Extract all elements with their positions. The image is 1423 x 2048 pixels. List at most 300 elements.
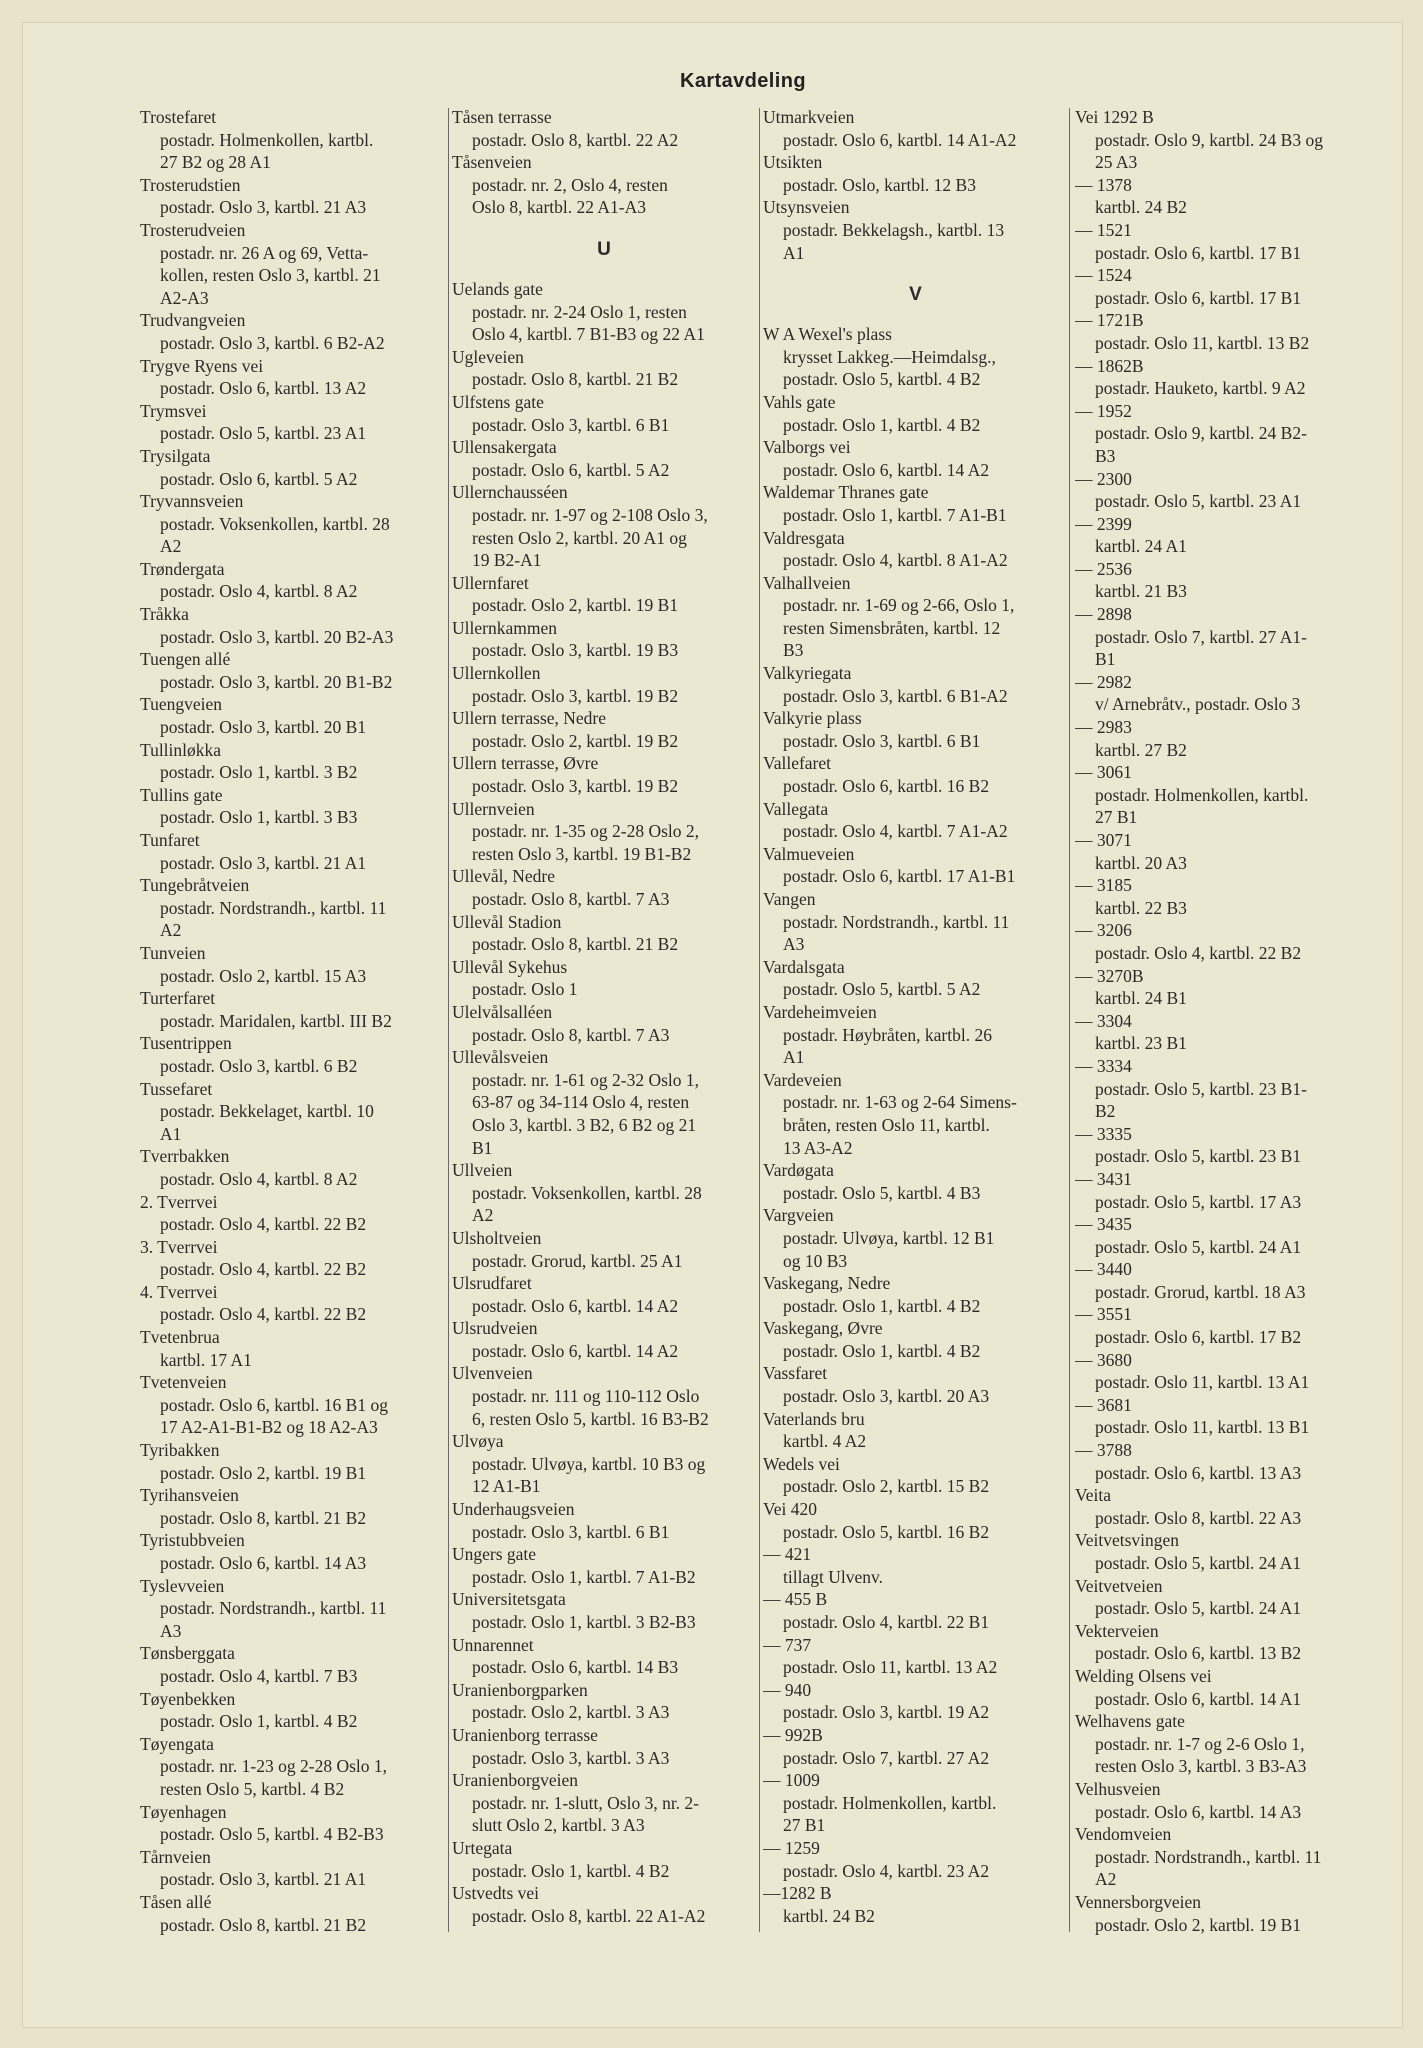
street-entry bbox=[140, 1801, 444, 1846]
street-entry bbox=[452, 662, 756, 707]
street-name: Vahls gate bbox=[763, 391, 836, 412]
street-name: Trosterudveien bbox=[140, 219, 246, 240]
street-entry bbox=[763, 1588, 1068, 1633]
street-name: Ullevål Sykehus bbox=[452, 956, 568, 977]
street-detail: postadr. Oslo 1 bbox=[472, 979, 578, 1000]
street-detail: A1 bbox=[783, 1047, 805, 1068]
street-name: Vei 420 bbox=[763, 1499, 817, 1520]
street-name: Ullevål, Nedre bbox=[452, 866, 556, 887]
street-detail: postadr. Oslo 3, kartbl. 19 B2 bbox=[472, 685, 679, 706]
street-name: Ullernkammen bbox=[452, 617, 557, 638]
street-entry bbox=[140, 1236, 444, 1281]
street-name: — 1521 bbox=[1075, 219, 1132, 240]
street-detail: postadr. Oslo 5, kartbl. 23 A1 bbox=[1095, 491, 1302, 512]
street-name: — 1721B bbox=[1075, 310, 1144, 331]
street-detail: postadr. Ulvøya, kartbl. 12 B1 bbox=[783, 1227, 995, 1248]
street-detail: postadr. Oslo 3, kartbl. 3 A3 bbox=[472, 1747, 670, 1768]
street-detail: postadr. Oslo 6, kartbl. 13 A3 bbox=[1095, 1462, 1302, 1483]
street-detail: postadr. nr. 2-24 Oslo 1, resten bbox=[472, 301, 687, 322]
street-name: Vardeveien bbox=[763, 1069, 842, 1090]
street-entry bbox=[140, 603, 444, 648]
street-entry bbox=[140, 445, 444, 490]
street-detail: postadr. Oslo 7, kartbl. 27 A2 bbox=[783, 1747, 990, 1768]
street-entry bbox=[140, 739, 444, 784]
street-detail: postadr. Oslo 6, kartbl. 17 B1 bbox=[1095, 287, 1302, 308]
street-detail: A1 bbox=[783, 242, 805, 263]
street-name: — 3788 bbox=[1075, 1440, 1132, 1461]
street-detail: postadr. Oslo 4, kartbl. 7 B3 bbox=[160, 1665, 358, 1686]
street-entry bbox=[1075, 1484, 1380, 1529]
street-detail: postadr. nr. 1-35 og 2-28 Oslo 2, bbox=[472, 821, 700, 842]
street-name: Tøyenbekken bbox=[140, 1688, 236, 1709]
street-name: — 3681 bbox=[1075, 1394, 1132, 1415]
street-name: Tråkka bbox=[140, 604, 189, 625]
street-detail: kartbl. 4 A2 bbox=[783, 1431, 867, 1452]
street-detail: postadr. Maridalen, kartbl. III B2 bbox=[160, 1010, 392, 1031]
street-entry bbox=[763, 1272, 1068, 1317]
street-detail: krysset Lakkeg.—Heimdalsg., bbox=[783, 346, 996, 367]
street-detail: postadr. Oslo 5, kartbl. 23 B1 bbox=[1095, 1146, 1302, 1167]
street-entry bbox=[452, 436, 756, 481]
street-detail: postadr. Oslo 4, kartbl. 23 A2 bbox=[783, 1860, 990, 1881]
street-entry bbox=[1075, 106, 1380, 174]
street-detail: 27 B1 bbox=[783, 1815, 826, 1836]
street-name: Trøndergata bbox=[140, 558, 225, 579]
street-name: Tverrbakken bbox=[140, 1146, 230, 1167]
street-entry bbox=[140, 1642, 444, 1687]
street-name: Utsynsveien bbox=[763, 197, 850, 218]
street-entry bbox=[1075, 355, 1380, 400]
street-entry bbox=[763, 752, 1068, 797]
street-entry bbox=[452, 1046, 756, 1159]
street-entry bbox=[1075, 1575, 1380, 1620]
street-name: Tryvannsveien bbox=[140, 491, 244, 512]
street-entry bbox=[1075, 400, 1380, 468]
street-entry bbox=[1075, 603, 1380, 671]
index-column-1 bbox=[140, 106, 444, 1936]
street-detail: postadr. Oslo 1, kartbl. 3 B2-B3 bbox=[472, 1612, 696, 1632]
street-detail: A2-A3 bbox=[160, 287, 209, 308]
street-name: Vallegata bbox=[763, 798, 829, 819]
street-detail: postadr. Oslo 6, kartbl. 14 A2 bbox=[783, 459, 990, 480]
street-entry bbox=[763, 1453, 1068, 1498]
street-entry bbox=[140, 693, 444, 738]
street-entry bbox=[140, 1439, 444, 1484]
street-name: — 3435 bbox=[1075, 1214, 1132, 1235]
letter-heading: V bbox=[909, 284, 922, 306]
street-entry bbox=[452, 391, 756, 436]
street-name: Tyslevveien bbox=[140, 1575, 225, 1596]
street-detail: postadr. Oslo 4, kartbl. 22 B2 bbox=[160, 1259, 367, 1280]
street-detail: postadr. Oslo 3, kartbl. 21 A1 bbox=[160, 852, 367, 873]
street-detail: B3 bbox=[783, 640, 804, 661]
street-entry bbox=[763, 1724, 1068, 1769]
street-detail: postadr. nr. 26 A og 69, Vetta- bbox=[160, 242, 369, 263]
street-detail: slutt Oslo 2, kartbl. 3 A3 bbox=[472, 1815, 645, 1836]
street-detail: postadr. Oslo 6, kartbl. 13 B2 bbox=[1095, 1643, 1302, 1664]
street-entry bbox=[1075, 219, 1380, 264]
street-name: Tullins gate bbox=[140, 784, 223, 805]
street-name: Trudvangveien bbox=[140, 310, 246, 331]
street-detail: postadr. Bekkelaget, kartbl. 10 bbox=[160, 1101, 374, 1122]
street-detail: kartbl. 24 B2 bbox=[783, 1905, 875, 1926]
street-name: Valmueveien bbox=[763, 843, 855, 864]
street-detail: postadr. Oslo 1, kartbl. 4 B2 bbox=[160, 1711, 358, 1732]
street-detail: postadr. Oslo 8, kartbl. 21 B2 bbox=[160, 1914, 367, 1935]
street-entry bbox=[452, 798, 756, 866]
street-entry bbox=[140, 558, 444, 603]
street-entry bbox=[1075, 1055, 1380, 1123]
street-name: Tønsberggata bbox=[140, 1643, 235, 1664]
street-detail: postadr. Oslo 2, kartbl. 3 A3 bbox=[472, 1702, 670, 1723]
street-entry bbox=[452, 1159, 756, 1227]
street-name: Ullernfaret bbox=[452, 572, 529, 593]
street-entry bbox=[763, 1679, 1068, 1724]
street-name: — 1524 bbox=[1075, 265, 1132, 286]
street-detail: B3 bbox=[1095, 445, 1116, 466]
street-entry bbox=[1075, 1710, 1380, 1778]
street-entry bbox=[452, 707, 756, 752]
street-detail: postadr. Voksenkollen, kartbl. 28 bbox=[472, 1182, 702, 1203]
street-detail: B1 bbox=[472, 1137, 493, 1158]
street-detail: postadr. Oslo 6, kartbl. 14 A3 bbox=[1095, 1801, 1302, 1822]
street-entry bbox=[1075, 1394, 1380, 1439]
street-entry bbox=[1075, 1010, 1380, 1055]
street-name: Tårnveien bbox=[140, 1846, 211, 1867]
street-detail: postadr. Oslo 6, kartbl. 5 A2 bbox=[160, 468, 358, 489]
street-detail: postadr. Oslo 6, kartbl. 16 B2 bbox=[783, 776, 990, 797]
street-detail: postadr. Oslo 4, kartbl. 22 B2 bbox=[160, 1304, 367, 1325]
street-detail: kartbl. 17 A1 bbox=[160, 1349, 252, 1370]
street-detail: A3 bbox=[783, 934, 805, 955]
street-entry bbox=[763, 1634, 1068, 1679]
street-entry bbox=[140, 219, 444, 309]
street-name: Tuengveien bbox=[140, 694, 222, 715]
street-detail: postadr. Oslo 5, kartbl. 5 A2 bbox=[783, 979, 981, 1000]
street-detail: postadr. Ulvøya, kartbl. 10 B3 og bbox=[472, 1453, 706, 1474]
street-entry bbox=[763, 1769, 1068, 1837]
street-entry bbox=[763, 481, 1068, 526]
street-name: — 2300 bbox=[1075, 468, 1132, 489]
street-detail: postadr. Oslo 2, kartbl. 19 B1 bbox=[472, 595, 679, 616]
street-entry bbox=[763, 572, 1068, 662]
street-detail: Oslo 8, kartbl. 22 A1-A3 bbox=[472, 197, 647, 218]
street-name: Wedels vei bbox=[763, 1453, 840, 1474]
street-detail: kartbl. 23 B1 bbox=[1095, 1033, 1187, 1054]
street-detail: postadr. nr. 1-slutt, Oslo 3, nr. 2- bbox=[472, 1792, 700, 1813]
street-detail: postadr. Oslo 5, kartbl. 17 A3 bbox=[1095, 1191, 1302, 1212]
street-name: Vendomveien bbox=[1075, 1824, 1172, 1845]
street-entry bbox=[452, 1634, 756, 1679]
street-entry bbox=[1075, 1891, 1380, 1936]
street-name: Ulsrudveien bbox=[452, 1318, 538, 1339]
street-entry bbox=[763, 1408, 1068, 1453]
street-detail: resten Oslo 2, kartbl. 20 A1 og bbox=[472, 527, 687, 548]
street-detail: postadr. Oslo 11, kartbl. 13 A1 bbox=[1095, 1372, 1310, 1393]
street-name: Veita bbox=[1075, 1485, 1111, 1506]
street-entry bbox=[140, 400, 444, 445]
street-entry bbox=[1075, 174, 1380, 219]
street-entry bbox=[140, 1191, 444, 1236]
street-name: Vallefaret bbox=[763, 753, 832, 774]
street-name: — 2536 bbox=[1075, 558, 1132, 579]
street-name: — 3071 bbox=[1075, 830, 1132, 850]
street-detail: postadr. Oslo 9, kartbl. 24 B2- bbox=[1095, 423, 1307, 444]
street-name: — 421 bbox=[763, 1544, 812, 1565]
street-detail: 6, resten Oslo 5, kartbl. 16 B3-B2 bbox=[472, 1408, 709, 1429]
street-detail: postadr. Oslo 8, kartbl. 22 A1-A2 bbox=[472, 1905, 706, 1926]
street-detail: postadr. Oslo 11, kartbl. 13 B1 bbox=[1095, 1417, 1310, 1438]
street-name: Turterfaret bbox=[140, 988, 216, 1009]
street-name: Velhusveien bbox=[1075, 1778, 1161, 1799]
street-name: Uranienborg terrasse bbox=[452, 1724, 598, 1745]
street-detail: postadr. Oslo 6, kartbl. 13 A2 bbox=[160, 378, 367, 399]
street-detail: postadr. Oslo, kartbl. 12 B3 bbox=[783, 174, 976, 195]
street-name: — 2982 bbox=[1075, 671, 1132, 692]
street-entry bbox=[1075, 1123, 1380, 1168]
street-entry bbox=[1075, 1778, 1380, 1823]
street-detail: postadr. Oslo 4, kartbl. 7 A1-A2 bbox=[783, 821, 1008, 842]
street-detail: postadr. Voksenkollen, kartbl. 28 bbox=[160, 513, 390, 534]
street-detail: postadr. Oslo 6, kartbl. 14 A1 bbox=[1095, 1688, 1302, 1709]
street-name: Vassfaret bbox=[763, 1363, 828, 1384]
street-entry bbox=[140, 1145, 444, 1190]
street-entry bbox=[140, 829, 444, 874]
street-detail: og 10 B3 bbox=[783, 1250, 848, 1271]
street-entry bbox=[763, 391, 1068, 436]
street-name: Ullern terrasse, Nedre bbox=[452, 708, 607, 729]
street-name: — 1952 bbox=[1075, 400, 1132, 421]
street-entry bbox=[140, 1281, 444, 1326]
street-name: Utsikten bbox=[763, 152, 823, 173]
street-entry bbox=[452, 346, 756, 391]
street-detail: 12 A1-B1 bbox=[472, 1476, 541, 1497]
street-name: Underhaugsveien bbox=[452, 1499, 575, 1520]
street-detail: bråten, resten Oslo 11, kartbl. bbox=[783, 1114, 990, 1135]
street-name: Vei 1292 B bbox=[1075, 107, 1154, 127]
street-entry bbox=[763, 436, 1068, 481]
street-detail: postadr. Oslo 2, kartbl. 15 B2 bbox=[783, 1476, 990, 1497]
street-detail: postadr. Oslo 2, kartbl. 19 B1 bbox=[160, 1462, 367, 1483]
street-detail: A1 bbox=[160, 1123, 182, 1144]
street-detail: postadr. nr. 1-23 og 2-28 Oslo 1, bbox=[160, 1756, 388, 1777]
street-name: Trygve Ryens vei bbox=[140, 355, 264, 376]
street-entry bbox=[140, 309, 444, 354]
street-name: — 3206 bbox=[1075, 920, 1132, 941]
street-entry bbox=[763, 1204, 1068, 1272]
street-name: Universitetsgata bbox=[452, 1589, 566, 1610]
street-entry bbox=[452, 572, 756, 617]
street-detail: postadr. Oslo 9, kartbl. 24 B3 og bbox=[1095, 129, 1323, 150]
street-entry bbox=[763, 1317, 1068, 1362]
street-name: Ulvenveien bbox=[452, 1363, 533, 1384]
street-detail: Oslo 3, kartbl. 3 B2, 6 B2 og 21 bbox=[472, 1114, 697, 1135]
street-name: Ullevålsveien bbox=[452, 1047, 549, 1068]
street-entry bbox=[763, 888, 1068, 956]
street-entry bbox=[1075, 1349, 1380, 1394]
street-detail: postadr. Oslo 1, kartbl. 7 A1-B1 bbox=[783, 504, 1007, 525]
street-name: — 940 bbox=[763, 1679, 812, 1700]
street-entry bbox=[452, 151, 756, 219]
street-detail: postadr. Oslo 11, kartbl. 13 B2 bbox=[1095, 332, 1310, 353]
street-entry bbox=[140, 1846, 444, 1891]
street-name: Urtegata bbox=[452, 1837, 513, 1858]
street-name: Tåsen allé bbox=[140, 1891, 212, 1912]
street-detail: postadr. Holmenkollen, kartbl. bbox=[160, 129, 374, 150]
street-detail: postadr. Oslo 4, kartbl. 8 A1-A2 bbox=[783, 550, 1008, 571]
street-name: Tvetenveien bbox=[140, 1372, 227, 1393]
street-entry bbox=[452, 1543, 756, 1588]
street-detail: B2 bbox=[1095, 1101, 1116, 1122]
street-name: Unnarennet bbox=[452, 1634, 534, 1655]
street-name: —1282 B bbox=[763, 1883, 832, 1904]
street-entry bbox=[452, 1882, 756, 1927]
street-name: — 3431 bbox=[1075, 1168, 1132, 1189]
street-name: 4. Tverrvei bbox=[140, 1281, 218, 1302]
street-entry bbox=[452, 1769, 756, 1837]
street-name: Vardeheimveien bbox=[763, 1001, 877, 1022]
street-entry bbox=[763, 151, 1068, 196]
street-detail: postadr. Oslo 5, kartbl. 23 A1 bbox=[160, 423, 367, 444]
street-detail: postadr. Oslo 1, kartbl. 3 B2 bbox=[160, 762, 358, 783]
street-entry bbox=[452, 1272, 756, 1317]
street-detail: kartbl. 24 B2 bbox=[1095, 197, 1187, 218]
street-name: Ulfstens gate bbox=[452, 391, 544, 412]
street-entry bbox=[140, 1032, 444, 1077]
street-detail: postadr. Oslo 3, kartbl. 6 B1 bbox=[783, 730, 981, 751]
street-entry bbox=[763, 843, 1068, 888]
street-detail: postadr. Oslo 4, kartbl. 8 A2 bbox=[160, 581, 358, 602]
street-entry bbox=[1075, 309, 1380, 354]
street-name: Welding Olsens vei bbox=[1075, 1665, 1212, 1686]
street-entry bbox=[1075, 1213, 1380, 1258]
street-detail: postadr. Oslo 3, kartbl. 21 A1 bbox=[160, 1869, 367, 1890]
street-detail: postadr. Høybråten, kartbl. 26 bbox=[783, 1024, 992, 1045]
street-entry bbox=[763, 956, 1068, 1001]
street-name: Ullensakergata bbox=[452, 437, 557, 458]
street-name: — 737 bbox=[763, 1634, 812, 1655]
street-name: Tåsen terrasse bbox=[452, 107, 552, 127]
street-entry bbox=[763, 1498, 1068, 1543]
street-detail: postadr. Oslo 3, kartbl. 19 B3 bbox=[472, 640, 679, 661]
street-detail: postadr. Oslo 8, kartbl. 22 A2 bbox=[472, 129, 679, 150]
street-detail: 27 B2 og 28 A1 bbox=[160, 152, 271, 173]
street-entry bbox=[763, 1543, 1068, 1588]
street-detail: postadr. Oslo 3, kartbl. 20 B1-B2 bbox=[160, 671, 393, 692]
street-detail: postadr. Oslo 8, kartbl. 7 A3 bbox=[472, 889, 670, 909]
street-detail: postadr. Oslo 5, kartbl. 24 A1 bbox=[1095, 1598, 1302, 1619]
street-detail: postadr. Oslo 3, kartbl. 21 A3 bbox=[160, 197, 367, 218]
street-detail: postadr. Oslo 3, kartbl. 6 B1 bbox=[472, 414, 670, 435]
street-detail: postadr. Oslo 1, kartbl. 4 B2 bbox=[783, 1295, 981, 1316]
street-detail: postadr. nr. 1-97 og 2-108 Oslo 3, bbox=[472, 504, 708, 525]
street-entry bbox=[763, 323, 1068, 391]
street-detail: postadr. Oslo 3, kartbl. 6 B2-A2 bbox=[160, 332, 385, 353]
street-name: Tøyenhagen bbox=[140, 1801, 227, 1822]
street-name: — 3061 bbox=[1075, 762, 1132, 783]
street-detail: postadr. nr. 111 og 110-112 Oslo bbox=[472, 1386, 700, 1407]
street-detail: postadr. Oslo 11, kartbl. 13 A2 bbox=[783, 1657, 998, 1678]
street-detail: postadr. Oslo 1, kartbl. 4 B2 bbox=[783, 1340, 981, 1361]
street-name: Ulsrudfaret bbox=[452, 1273, 532, 1294]
street-detail: resten Oslo 3, kartbl. 19 B1-B2 bbox=[472, 843, 692, 864]
street-entry bbox=[1075, 874, 1380, 919]
street-detail: postadr. Oslo 3, kartbl. 6 B2 bbox=[160, 1055, 358, 1076]
street-detail: postadr. Oslo 4, kartbl. 22 B2 bbox=[1095, 942, 1302, 963]
street-detail: kartbl. 20 A3 bbox=[1095, 852, 1187, 873]
street-detail: 13 A3-A2 bbox=[783, 1137, 853, 1158]
street-name: Valdresgata bbox=[763, 527, 845, 548]
street-name: Ulelvålsalléen bbox=[452, 1001, 553, 1022]
street-entry bbox=[452, 617, 756, 662]
street-detail: A2 bbox=[1095, 1869, 1117, 1890]
street-name: — 3304 bbox=[1075, 1010, 1132, 1031]
index-columns bbox=[140, 106, 1380, 1936]
street-detail: postadr. Oslo 6, kartbl. 14 B3 bbox=[472, 1657, 679, 1678]
street-name: 3. Tverrvei bbox=[140, 1236, 218, 1257]
street-detail: postadr. Oslo 6, kartbl. 14 A2 bbox=[472, 1340, 679, 1361]
street-name: Tyribakken bbox=[140, 1440, 220, 1461]
street-detail: postadr. Oslo 6, kartbl. 14 A3 bbox=[160, 1553, 367, 1573]
street-entry bbox=[763, 662, 1068, 707]
street-name: — 3551 bbox=[1075, 1304, 1132, 1325]
street-detail: v/ Arnebråtv., postadr. Oslo 3 bbox=[1095, 694, 1301, 715]
street-name: — 1259 bbox=[763, 1837, 820, 1858]
street-entry bbox=[1075, 1303, 1380, 1348]
street-detail: postadr. Grorud, kartbl. 18 A3 bbox=[1095, 1281, 1306, 1302]
street-name: Vargveien bbox=[763, 1205, 834, 1226]
street-detail: kollen, resten Oslo 3, kartbl. 21 bbox=[160, 265, 381, 286]
street-entry bbox=[140, 1575, 444, 1643]
street-name: — 3185 bbox=[1075, 875, 1132, 896]
street-entry bbox=[1075, 1620, 1380, 1665]
street-detail: postadr. nr. 2, Oslo 4, resten bbox=[472, 174, 668, 195]
street-entry bbox=[140, 942, 444, 987]
street-detail: postadr. Oslo 3, kartbl. 6 B1 bbox=[472, 1521, 670, 1542]
street-entry bbox=[140, 987, 444, 1032]
street-name: — 1378 bbox=[1075, 174, 1132, 195]
street-detail: B1 bbox=[1095, 649, 1116, 670]
page-title: Kartavdeling bbox=[680, 70, 806, 92]
street-name: Tåsenveien bbox=[452, 152, 532, 173]
street-detail: postadr. Nordstrandh., kartbl. 11 bbox=[1095, 1846, 1322, 1867]
street-detail: tillagt Ulvenv. bbox=[783, 1566, 883, 1587]
street-detail: postadr. Oslo 3, kartbl. 20 A3 bbox=[783, 1386, 990, 1407]
street-detail: postadr. Oslo 5, kartbl. 23 B1- bbox=[1095, 1078, 1307, 1099]
street-entry bbox=[1075, 965, 1380, 1010]
street-entry bbox=[1075, 468, 1380, 513]
street-name: Tunveien bbox=[140, 942, 206, 963]
street-entry bbox=[140, 648, 444, 693]
street-entry bbox=[763, 1001, 1068, 1069]
street-entry bbox=[452, 1724, 756, 1769]
street-name: Tungebråtveien bbox=[140, 875, 250, 896]
street-entry bbox=[452, 1837, 756, 1882]
street-detail: A2 bbox=[160, 536, 182, 557]
street-name: Tyrihansveien bbox=[140, 1485, 239, 1506]
street-entry bbox=[140, 1371, 444, 1439]
street-detail: postadr. Oslo 7, kartbl. 27 A1- bbox=[1095, 626, 1307, 647]
street-name: Tussefaret bbox=[140, 1078, 213, 1099]
street-name: Uranienborgveien bbox=[452, 1770, 579, 1791]
street-entry bbox=[763, 798, 1068, 843]
street-entry bbox=[140, 490, 444, 558]
street-detail: postadr. Oslo 1, kartbl. 7 A1-B2 bbox=[472, 1566, 696, 1587]
street-entry bbox=[1075, 1529, 1380, 1574]
street-entry bbox=[140, 106, 444, 174]
street-detail: A2 bbox=[160, 920, 182, 941]
street-name: Uranienborgparken bbox=[452, 1679, 588, 1700]
